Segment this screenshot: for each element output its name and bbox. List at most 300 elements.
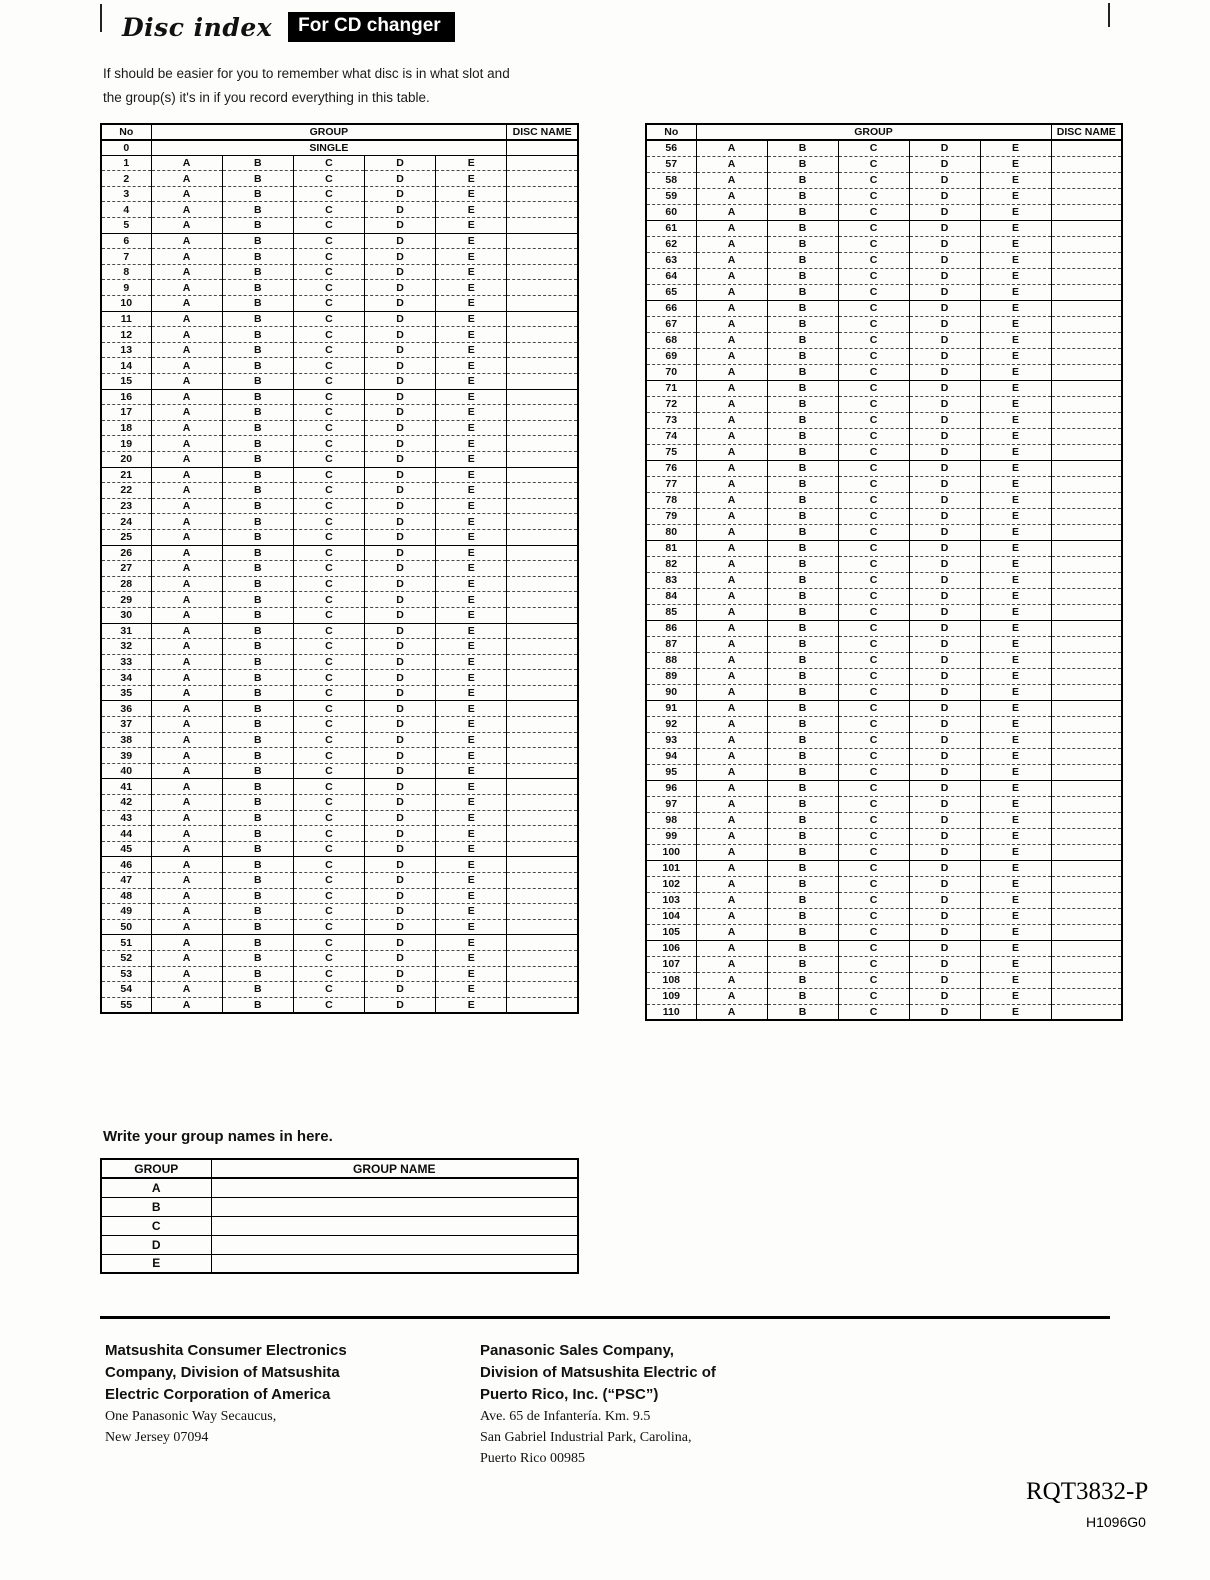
group-letter-e: E bbox=[436, 561, 507, 577]
group-letter-b: B bbox=[767, 876, 838, 892]
group-letter-a: A bbox=[696, 1004, 767, 1020]
group-letter-a: A bbox=[696, 604, 767, 620]
group-letter-c: C bbox=[838, 284, 909, 300]
disc-row bbox=[101, 904, 578, 920]
group-letter-e: E bbox=[436, 514, 507, 530]
col-header-group-name: GROUP NAME bbox=[211, 1159, 578, 1178]
group-letter-b: B bbox=[767, 972, 838, 988]
group-letter-d: D bbox=[909, 300, 980, 316]
group-letter-b: B bbox=[222, 607, 293, 623]
group-letter-c: C bbox=[293, 950, 364, 966]
row-number: 72 bbox=[646, 396, 696, 412]
group-letter-a: A bbox=[151, 171, 222, 187]
group-letter-e: E bbox=[980, 892, 1051, 908]
group-letter-b: B bbox=[222, 186, 293, 202]
disc-row bbox=[101, 186, 578, 202]
group-letter-c: C bbox=[838, 780, 909, 796]
group-letter-b: B bbox=[767, 524, 838, 540]
disc-row bbox=[646, 780, 1122, 796]
group-letter-a: A bbox=[696, 188, 767, 204]
group-letter-b: B bbox=[767, 636, 838, 652]
disc-name-field bbox=[507, 155, 578, 171]
group-letter-c: C bbox=[293, 311, 364, 327]
address-line: Puerto Rico, Inc. (“PSC”) bbox=[480, 1386, 659, 1403]
group-letter-b: B bbox=[767, 828, 838, 844]
group-letter-e: E bbox=[436, 327, 507, 343]
group-letter-e: E bbox=[436, 498, 507, 514]
group-letter-a: A bbox=[101, 1178, 211, 1197]
group-letter-a: A bbox=[151, 420, 222, 436]
group-letter-e: E bbox=[980, 716, 1051, 732]
group-letter-a: A bbox=[696, 908, 767, 924]
group-letter-d: D bbox=[909, 924, 980, 940]
group-letter-d: D bbox=[364, 623, 435, 639]
group-letter-c: C bbox=[293, 202, 364, 218]
row-number: 25 bbox=[101, 529, 151, 545]
disc-row bbox=[101, 498, 578, 514]
group-letter-d: D bbox=[909, 668, 980, 684]
group-letter-c: C bbox=[293, 732, 364, 748]
group-letter-a: A bbox=[151, 701, 222, 717]
group-letter-d: D bbox=[909, 860, 980, 876]
disc-row bbox=[101, 233, 578, 249]
row-number: 107 bbox=[646, 956, 696, 972]
group-letter-c: C bbox=[838, 652, 909, 668]
group-letter-e: E bbox=[980, 876, 1051, 892]
group-letter-c: C bbox=[838, 156, 909, 172]
group-letter-a: A bbox=[151, 467, 222, 483]
group-letter-a: A bbox=[696, 476, 767, 492]
row-number: 29 bbox=[101, 592, 151, 608]
group-letter-e: E bbox=[980, 588, 1051, 604]
disc-name-field bbox=[1051, 252, 1122, 268]
col-header-group: GROUP bbox=[696, 124, 1051, 140]
group-letter-c: C bbox=[293, 576, 364, 592]
group-letter-e: E bbox=[980, 220, 1051, 236]
group-letter-c: C bbox=[838, 332, 909, 348]
group-letter-d: D bbox=[909, 876, 980, 892]
disc-name-field bbox=[1051, 636, 1122, 652]
group-letter-e: E bbox=[436, 576, 507, 592]
group-letter-b: B bbox=[222, 670, 293, 686]
group-letter-c: C bbox=[838, 476, 909, 492]
row-number: 61 bbox=[646, 220, 696, 236]
group-letter-a: A bbox=[696, 652, 767, 668]
group-letter-c: C bbox=[293, 264, 364, 280]
group-letter-b: B bbox=[222, 810, 293, 826]
title-row bbox=[122, 12, 455, 42]
disc-name-field bbox=[1051, 524, 1122, 540]
address-line: Division of Matsushita Electric of bbox=[480, 1364, 716, 1381]
group-letter-d: D bbox=[364, 826, 435, 842]
model-code: RQT3832-P bbox=[1026, 1478, 1149, 1505]
row-number: 93 bbox=[646, 732, 696, 748]
group-letter-b: B bbox=[222, 405, 293, 421]
group-letter-b: B bbox=[222, 514, 293, 530]
group-letter-b: B bbox=[222, 467, 293, 483]
group-letter-b: B bbox=[767, 316, 838, 332]
group-letter-b: B bbox=[101, 1197, 211, 1216]
disc-row bbox=[646, 1004, 1122, 1020]
group-letter-e: E bbox=[980, 764, 1051, 780]
group-letter-e: E bbox=[980, 460, 1051, 476]
row-number: 85 bbox=[646, 604, 696, 620]
group-letter-e: E bbox=[980, 492, 1051, 508]
row-number: 94 bbox=[646, 748, 696, 764]
group-letter-d: D bbox=[364, 904, 435, 920]
group-letter-a: A bbox=[696, 556, 767, 572]
group-letter-d: D bbox=[909, 156, 980, 172]
row-number: 83 bbox=[646, 572, 696, 588]
group-letter-d: D bbox=[909, 716, 980, 732]
disc-name-field bbox=[1051, 316, 1122, 332]
disc-row bbox=[646, 236, 1122, 252]
group-letter-c: C bbox=[293, 997, 364, 1013]
group-letter-a: A bbox=[151, 795, 222, 811]
disc-name-field bbox=[507, 171, 578, 187]
group-letter-e: E bbox=[980, 444, 1051, 460]
disc-name-field bbox=[1051, 684, 1122, 700]
group-letter-a: A bbox=[696, 524, 767, 540]
disc-name-field bbox=[507, 467, 578, 483]
group-letter-c: C bbox=[293, 358, 364, 374]
row-number: 44 bbox=[101, 826, 151, 842]
disc-row bbox=[101, 857, 578, 873]
group-letter-e: E bbox=[980, 908, 1051, 924]
disc-name-field bbox=[507, 950, 578, 966]
row-number: 26 bbox=[101, 545, 151, 561]
group-letter-c: C bbox=[293, 327, 364, 343]
row-number: 109 bbox=[646, 988, 696, 1004]
group-letter-b: B bbox=[767, 748, 838, 764]
group-letter-d: D bbox=[364, 202, 435, 218]
row-number: 47 bbox=[101, 873, 151, 889]
group-letter-b: B bbox=[767, 668, 838, 684]
group-letter-a: A bbox=[696, 492, 767, 508]
group-letter-a: A bbox=[696, 172, 767, 188]
disc-row bbox=[101, 264, 578, 280]
group-letter-a: A bbox=[696, 252, 767, 268]
disc-name-field bbox=[1051, 268, 1122, 284]
group-letter-b: B bbox=[767, 188, 838, 204]
group-letter-c: C bbox=[838, 988, 909, 1004]
row-number: 4 bbox=[101, 202, 151, 218]
disc-row bbox=[101, 202, 578, 218]
group-letter-d: D bbox=[909, 348, 980, 364]
row-number: 68 bbox=[646, 332, 696, 348]
group-letter-d: D bbox=[364, 327, 435, 343]
row-number: 53 bbox=[101, 966, 151, 982]
group-letter-e: E bbox=[436, 826, 507, 842]
group-letter-b: B bbox=[767, 940, 838, 956]
disc-row bbox=[101, 935, 578, 951]
group-letter-a: A bbox=[696, 764, 767, 780]
row-number: 31 bbox=[101, 623, 151, 639]
disc-row bbox=[646, 972, 1122, 988]
group-letter-d: D bbox=[909, 636, 980, 652]
group-letter-b: B bbox=[767, 860, 838, 876]
group-letter-b: B bbox=[222, 296, 293, 312]
group-letter-d: D bbox=[909, 492, 980, 508]
disc-row bbox=[646, 828, 1122, 844]
group-letter-d: D bbox=[364, 639, 435, 655]
disc-name-field bbox=[507, 186, 578, 202]
row-number: 96 bbox=[646, 780, 696, 796]
address-line: Matsushita Consumer Electronics bbox=[105, 1342, 347, 1359]
group-letter-d: D bbox=[909, 588, 980, 604]
group-letter-c: C bbox=[838, 668, 909, 684]
group-letter-b: B bbox=[222, 420, 293, 436]
row-number: 13 bbox=[101, 342, 151, 358]
disc-row bbox=[101, 826, 578, 842]
group-letter-c: C bbox=[293, 561, 364, 577]
group-letter-d: D bbox=[909, 812, 980, 828]
group-letter-b: B bbox=[222, 155, 293, 171]
disc-row bbox=[646, 924, 1122, 940]
disc-name-field bbox=[1051, 716, 1122, 732]
group-letter-a: A bbox=[151, 592, 222, 608]
group-letter-b: B bbox=[767, 204, 838, 220]
disc-row bbox=[101, 218, 578, 234]
group-letter-c: C bbox=[838, 316, 909, 332]
group-letter-d: D bbox=[909, 748, 980, 764]
row-number: 91 bbox=[646, 700, 696, 716]
page-title: Disc index bbox=[122, 12, 273, 42]
disc-row bbox=[646, 908, 1122, 924]
group-letter-e: E bbox=[436, 436, 507, 452]
group-letter-a: A bbox=[151, 311, 222, 327]
group-letter-e: E bbox=[980, 396, 1051, 412]
group-letter-a: A bbox=[696, 748, 767, 764]
row-number: 42 bbox=[101, 795, 151, 811]
group-letter-b: B bbox=[222, 873, 293, 889]
disc-row bbox=[646, 188, 1122, 204]
group-letter-c: C bbox=[293, 529, 364, 545]
group-letter-a: A bbox=[696, 412, 767, 428]
group-letter-e: E bbox=[980, 844, 1051, 860]
intro-line-1: If should be easier for you to remember what disc is in what slot and bbox=[103, 66, 510, 81]
group-letter-b: B bbox=[222, 826, 293, 842]
group-letter-b: B bbox=[222, 732, 293, 748]
group-letter-c: C bbox=[293, 763, 364, 779]
group-letter-e: E bbox=[436, 950, 507, 966]
group-letter-a: A bbox=[696, 732, 767, 748]
group-letter-d: D bbox=[364, 467, 435, 483]
group-letter-d: D bbox=[364, 888, 435, 904]
disc-name-field bbox=[507, 701, 578, 717]
group-letter-c: C bbox=[293, 919, 364, 935]
group-letter-e: E bbox=[436, 592, 507, 608]
group-letter-b: B bbox=[222, 950, 293, 966]
group-letter-c: C bbox=[838, 300, 909, 316]
group-letter-c: C bbox=[293, 171, 364, 187]
group-letter-e: E bbox=[980, 268, 1051, 284]
group-letter-d: D bbox=[909, 620, 980, 636]
disc-table-header-row bbox=[101, 124, 578, 140]
group-letter-d: D bbox=[909, 220, 980, 236]
group-letter-b: B bbox=[767, 988, 838, 1004]
group-letter-a: A bbox=[696, 380, 767, 396]
disc-row bbox=[101, 451, 578, 467]
disc-row bbox=[101, 171, 578, 187]
disc-index-table-right bbox=[645, 123, 1123, 1021]
group-letter-a: A bbox=[696, 396, 767, 412]
row-number: 78 bbox=[646, 492, 696, 508]
group-letter-b: B bbox=[222, 654, 293, 670]
group-letter-a: A bbox=[151, 545, 222, 561]
group-letter-c: C bbox=[838, 748, 909, 764]
disc-table-header-row bbox=[646, 124, 1122, 140]
group-letter-e: E bbox=[436, 639, 507, 655]
disc-row bbox=[646, 700, 1122, 716]
row-number: 80 bbox=[646, 524, 696, 540]
disc-row bbox=[101, 420, 578, 436]
group-letter-a: A bbox=[696, 700, 767, 716]
row-number: 57 bbox=[646, 156, 696, 172]
group-name-row bbox=[101, 1197, 578, 1216]
group-letter-d: D bbox=[364, 233, 435, 249]
group-letter-b: B bbox=[222, 919, 293, 935]
page-corner-mark-right bbox=[1108, 3, 1110, 27]
group-letter-e: E bbox=[980, 300, 1051, 316]
group-letter-e: E bbox=[436, 732, 507, 748]
group-letter-d: D bbox=[364, 810, 435, 826]
group-letter-d: D bbox=[909, 540, 980, 556]
disc-name-field bbox=[1051, 700, 1122, 716]
disc-name-field bbox=[1051, 348, 1122, 364]
group-letter-a: A bbox=[151, 280, 222, 296]
row-number: 88 bbox=[646, 652, 696, 668]
group-letter-b: B bbox=[767, 588, 838, 604]
row-number: 38 bbox=[101, 732, 151, 748]
group-letter-b: B bbox=[767, 476, 838, 492]
group-letter-d: D bbox=[909, 796, 980, 812]
page-corner-mark-left bbox=[100, 4, 102, 32]
disc-name-field bbox=[507, 997, 578, 1013]
disc-name-field bbox=[1051, 908, 1122, 924]
disc-row bbox=[101, 685, 578, 701]
group-letter-b: B bbox=[222, 857, 293, 873]
group-letter-e: E bbox=[980, 172, 1051, 188]
single-label: SINGLE bbox=[151, 140, 507, 156]
row-number: 63 bbox=[646, 252, 696, 268]
group-letter-c: C bbox=[293, 904, 364, 920]
disc-name-field bbox=[507, 576, 578, 592]
group-letter-c: C bbox=[293, 982, 364, 998]
group-letter-b: B bbox=[767, 332, 838, 348]
group-letter-b: B bbox=[767, 620, 838, 636]
group-letter-c: C bbox=[293, 483, 364, 499]
group-letter-e: E bbox=[436, 841, 507, 857]
group-letter-e: E bbox=[436, 451, 507, 467]
disc-row bbox=[101, 873, 578, 889]
group-letter-a: A bbox=[151, 529, 222, 545]
group-letter-d: D bbox=[909, 252, 980, 268]
disc-row bbox=[101, 888, 578, 904]
group-letter-e: E bbox=[980, 668, 1051, 684]
disc-row bbox=[101, 576, 578, 592]
group-letter-d: D bbox=[364, 529, 435, 545]
disc-name-field bbox=[1051, 924, 1122, 940]
disc-row bbox=[646, 300, 1122, 316]
group-letter-b: B bbox=[767, 364, 838, 380]
print-code: H1096G0 bbox=[1086, 1514, 1146, 1530]
group-letter-c: C bbox=[838, 508, 909, 524]
disc-row bbox=[101, 732, 578, 748]
group-letter-d: D bbox=[364, 498, 435, 514]
group-letter-b: B bbox=[767, 812, 838, 828]
disc-row bbox=[646, 332, 1122, 348]
row-number: 23 bbox=[101, 498, 151, 514]
disc-name-field bbox=[507, 374, 578, 390]
disc-name-field bbox=[507, 451, 578, 467]
group-letter-a: A bbox=[696, 972, 767, 988]
group-letter-d: D bbox=[364, 592, 435, 608]
disc-row bbox=[101, 389, 578, 405]
group-letter-b: B bbox=[222, 795, 293, 811]
group-letter-b: B bbox=[767, 428, 838, 444]
disc-name-field bbox=[1051, 540, 1122, 556]
disc-name-field bbox=[1051, 380, 1122, 396]
group-letter-e: E bbox=[980, 556, 1051, 572]
group-letter-d: D bbox=[909, 956, 980, 972]
disc-name-field bbox=[1051, 444, 1122, 460]
group-letter-e: E bbox=[980, 812, 1051, 828]
group-letter-d: D bbox=[909, 828, 980, 844]
disc-name-field bbox=[507, 888, 578, 904]
group-letter-e: E bbox=[436, 607, 507, 623]
row-number: 12 bbox=[101, 327, 151, 343]
disc-row bbox=[101, 997, 578, 1013]
col-header-no: No bbox=[101, 124, 151, 140]
group-letter-a: A bbox=[151, 576, 222, 592]
group-letter-b: B bbox=[767, 460, 838, 476]
group-letter-b: B bbox=[767, 924, 838, 940]
disc-name-field bbox=[1051, 332, 1122, 348]
disc-row bbox=[646, 956, 1122, 972]
group-letter-a: A bbox=[151, 904, 222, 920]
disc-name-field bbox=[1051, 668, 1122, 684]
group-letter-c: C bbox=[838, 268, 909, 284]
group-letter-a: A bbox=[151, 654, 222, 670]
group-letter-a: A bbox=[151, 483, 222, 499]
row-number: 6 bbox=[101, 233, 151, 249]
group-letter-e: E bbox=[436, 202, 507, 218]
group-letter-a: A bbox=[696, 636, 767, 652]
group-letter-a: A bbox=[151, 202, 222, 218]
group-letter-d: D bbox=[364, 155, 435, 171]
group-letter-d: D bbox=[909, 268, 980, 284]
group-letter-a: A bbox=[151, 763, 222, 779]
group-letter-d: D bbox=[909, 684, 980, 700]
row-number: 69 bbox=[646, 348, 696, 364]
group-letter-d: D bbox=[364, 514, 435, 530]
group-letter-a: A bbox=[151, 826, 222, 842]
group-letter-e: E bbox=[980, 428, 1051, 444]
disc-row bbox=[101, 529, 578, 545]
group-name-field bbox=[211, 1178, 578, 1197]
group-letter-c: C bbox=[293, 685, 364, 701]
disc-name-field bbox=[1051, 972, 1122, 988]
disc-name-field bbox=[1051, 828, 1122, 844]
disc-name-field bbox=[1051, 364, 1122, 380]
group-letter-a: A bbox=[151, 249, 222, 265]
disc-name-field bbox=[507, 311, 578, 327]
group-letter-e: E bbox=[980, 380, 1051, 396]
group-letter-e: E bbox=[436, 155, 507, 171]
row-number: 70 bbox=[646, 364, 696, 380]
group-letter-a: A bbox=[696, 444, 767, 460]
